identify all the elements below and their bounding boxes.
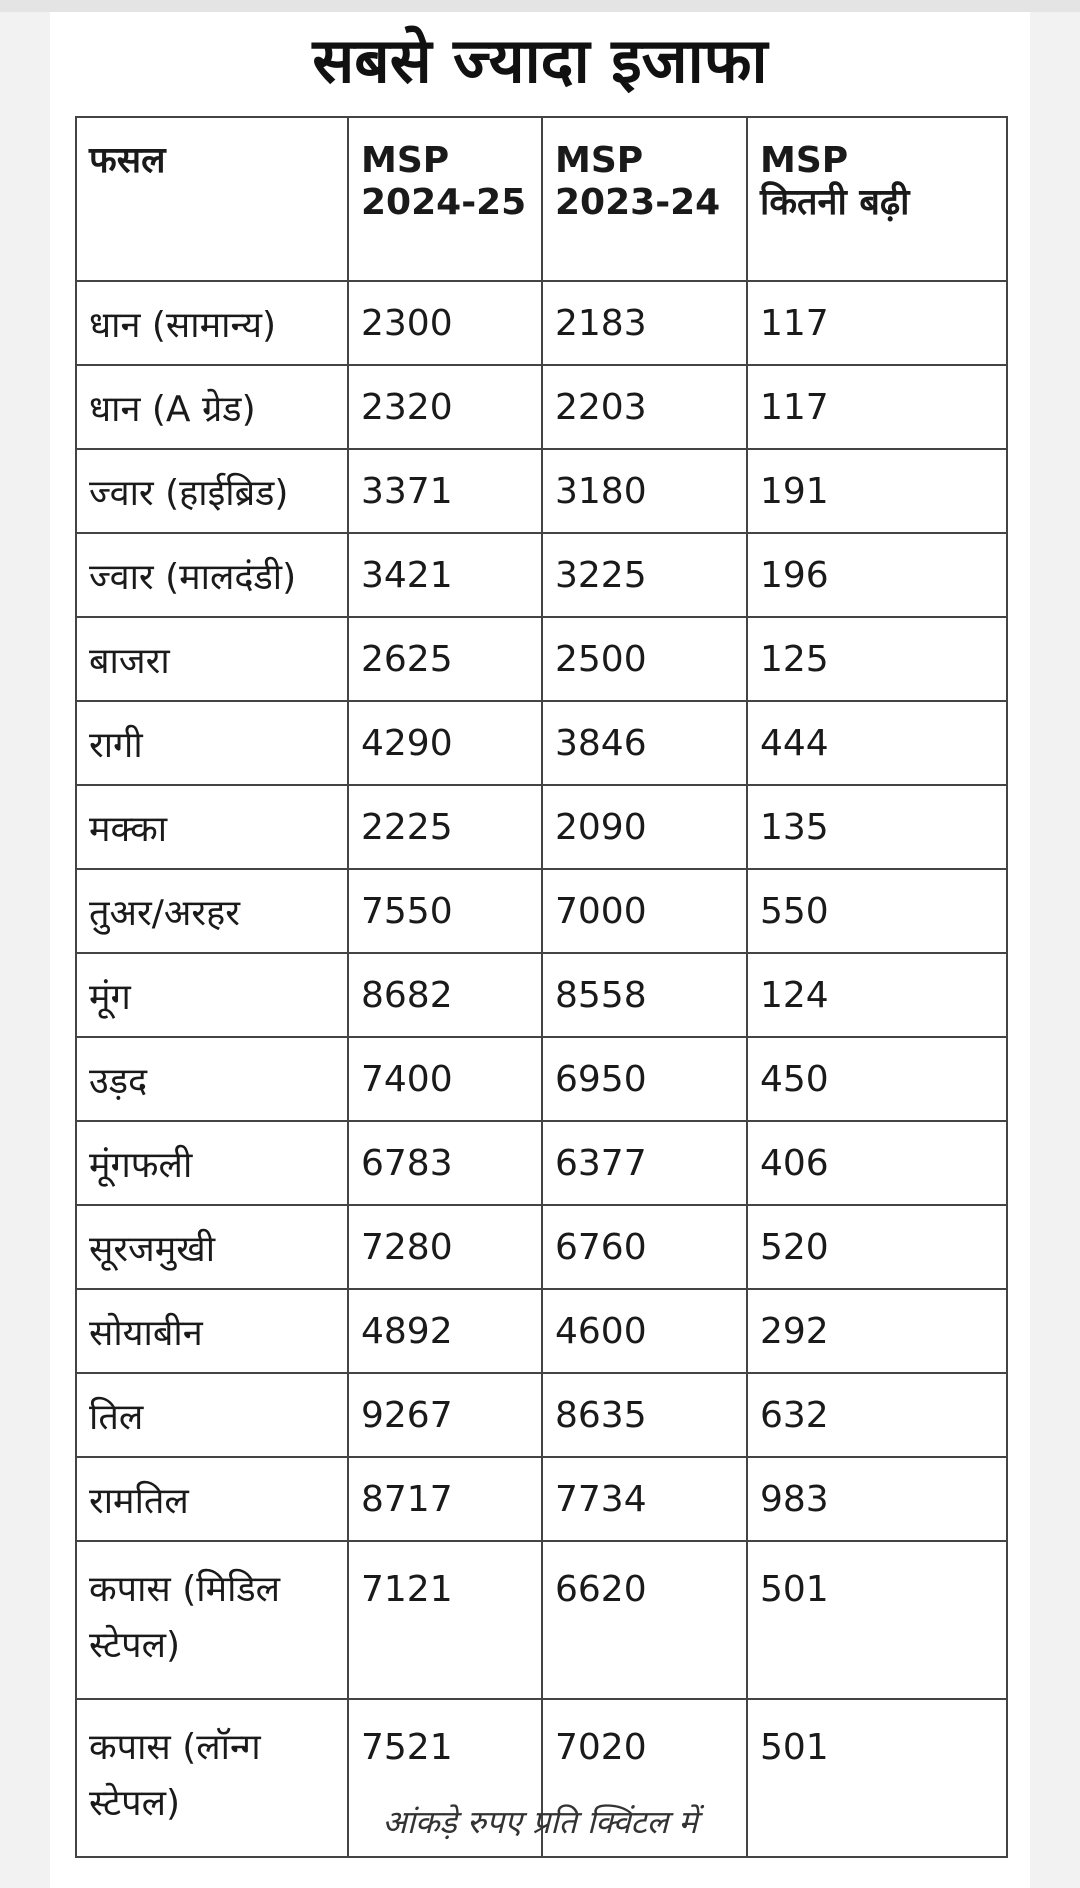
increase-cell: 550 bbox=[747, 869, 1007, 953]
table-row bbox=[76, 533, 1007, 617]
msp-2023-24-cell: 7734 bbox=[542, 1457, 747, 1541]
msp-2023-24-cell: 8558 bbox=[542, 953, 747, 1037]
msp-2024-25-cell: 4290 bbox=[348, 701, 542, 785]
msp-2024-25-cell: 7400 bbox=[348, 1037, 542, 1121]
msp-table bbox=[75, 116, 1008, 1858]
msp-2023-24-cell: 2183 bbox=[542, 281, 747, 365]
increase-cell: 117 bbox=[747, 281, 1007, 365]
msp-2024-25-cell: 3371 bbox=[348, 449, 542, 533]
msp-2023-24-cell: 3846 bbox=[542, 701, 747, 785]
msp-2023-24-cell: 4600 bbox=[542, 1289, 747, 1373]
table-row bbox=[76, 953, 1007, 1037]
msp-2024-25-cell: 2625 bbox=[348, 617, 542, 701]
increase-cell: 406 bbox=[747, 1121, 1007, 1205]
header-crop bbox=[76, 117, 348, 281]
crop-cell: सूरजमुखी bbox=[76, 1205, 348, 1289]
msp-2024-25-cell: 7521 bbox=[348, 1699, 542, 1857]
msp-2023-24-cell: 6620 bbox=[542, 1541, 747, 1699]
increase-cell: 135 bbox=[747, 785, 1007, 869]
crop-cell: मक्का bbox=[76, 785, 348, 869]
msp-2023-24-cell: 2090 bbox=[542, 785, 747, 869]
increase-cell: 292 bbox=[747, 1289, 1007, 1373]
table-row bbox=[76, 785, 1007, 869]
increase-cell: 124 bbox=[747, 953, 1007, 1037]
header-year-label: 2023-24 bbox=[555, 182, 721, 223]
table-row bbox=[76, 1541, 1007, 1699]
crop-cell: ज्वार (हाईब्रिड) bbox=[76, 449, 348, 533]
header-msp-label: MSP bbox=[555, 140, 644, 181]
msp-2024-25-cell: 7121 bbox=[348, 1541, 542, 1699]
table-row bbox=[76, 1121, 1007, 1205]
msp-2024-25-cell: 2300 bbox=[348, 281, 542, 365]
increase-cell: 501 bbox=[747, 1541, 1007, 1699]
msp-2024-25-cell: 2320 bbox=[348, 365, 542, 449]
crop-cell: कपास (मिडिल स्टेपल) bbox=[76, 1541, 348, 1699]
crop-cell: कपास (लॉन्ग स्टेपल) bbox=[76, 1699, 348, 1857]
table-row bbox=[76, 449, 1007, 533]
increase-cell: 520 bbox=[747, 1205, 1007, 1289]
table-row bbox=[76, 281, 1007, 365]
table-row bbox=[76, 1037, 1007, 1121]
header-msp-label: MSP bbox=[760, 140, 849, 181]
crop-cell: रामतिल bbox=[76, 1457, 348, 1541]
footnote: आंकड़े रुपए प्रति क्विंटल में bbox=[382, 1803, 698, 1841]
table-row bbox=[76, 701, 1007, 785]
msp-2024-25-cell: 8717 bbox=[348, 1457, 542, 1541]
msp-2023-24-cell: 2500 bbox=[542, 617, 747, 701]
table-row bbox=[76, 1457, 1007, 1541]
msp-2024-25-cell: 4892 bbox=[348, 1289, 542, 1373]
msp-2024-25-cell: 7550 bbox=[348, 869, 542, 953]
crop-cell: उड़द bbox=[76, 1037, 348, 1121]
header-msp-label: MSP bbox=[361, 140, 450, 181]
msp-2023-24-cell: 7000 bbox=[542, 869, 747, 953]
crop-cell: ज्वार (मालदंडी) bbox=[76, 533, 348, 617]
crop-cell: धान (सामान्य) bbox=[76, 281, 348, 365]
page-title: सबसे ज्यादा इजाफा bbox=[312, 24, 768, 97]
msp-2024-25-cell: 9267 bbox=[348, 1373, 542, 1457]
msp-2024-25-cell: 3421 bbox=[348, 533, 542, 617]
increase-cell: 196 bbox=[747, 533, 1007, 617]
increase-cell: 501 bbox=[747, 1699, 1007, 1857]
increase-cell: 117 bbox=[747, 365, 1007, 449]
table-row bbox=[76, 1289, 1007, 1373]
table-row bbox=[76, 617, 1007, 701]
table-row bbox=[76, 365, 1007, 449]
table-row bbox=[76, 1373, 1007, 1457]
msp-2023-24-cell: 6950 bbox=[542, 1037, 747, 1121]
increase-cell: 632 bbox=[747, 1373, 1007, 1457]
increase-cell: 450 bbox=[747, 1037, 1007, 1121]
msp-2023-24-cell: 6377 bbox=[542, 1121, 747, 1205]
crop-cell: बाजरा bbox=[76, 617, 348, 701]
increase-cell: 125 bbox=[747, 617, 1007, 701]
header-msp-increase bbox=[747, 117, 1007, 281]
crop-cell: मूंग bbox=[76, 953, 348, 1037]
header-increase-label: कितनी बढ़ी bbox=[760, 182, 910, 223]
msp-2024-25-cell: 6783 bbox=[348, 1121, 542, 1205]
msp-2023-24-cell: 3180 bbox=[542, 449, 747, 533]
crop-cell: धान (A ग्रेड) bbox=[76, 365, 348, 449]
top-bar bbox=[0, 0, 1080, 12]
header-year-label: 2024-25 bbox=[361, 182, 527, 223]
increase-cell: 444 bbox=[747, 701, 1007, 785]
msp-2023-24-cell: 6760 bbox=[542, 1205, 747, 1289]
msp-2024-25-cell: 7280 bbox=[348, 1205, 542, 1289]
table-header-row bbox=[76, 117, 1007, 281]
msp-2023-24-cell: 7020 bbox=[542, 1699, 747, 1857]
crop-cell: सोयाबीन bbox=[76, 1289, 348, 1373]
table-row bbox=[76, 869, 1007, 953]
msp-2023-24-cell: 3225 bbox=[542, 533, 747, 617]
header-msp-2024-25 bbox=[348, 117, 542, 281]
increase-cell: 191 bbox=[747, 449, 1007, 533]
increase-cell: 983 bbox=[747, 1457, 1007, 1541]
crop-cell: तुअर/अरहर bbox=[76, 869, 348, 953]
crop-cell: तिल bbox=[76, 1373, 348, 1457]
msp-2023-24-cell: 2203 bbox=[542, 365, 747, 449]
crop-cell: रागी bbox=[76, 701, 348, 785]
header-msp-2023-24 bbox=[542, 117, 747, 281]
msp-2023-24-cell: 8635 bbox=[542, 1373, 747, 1457]
table-row bbox=[76, 1205, 1007, 1289]
header-crop-label: फसल bbox=[89, 140, 166, 181]
msp-2024-25-cell: 2225 bbox=[348, 785, 542, 869]
crop-cell: मूंगफली bbox=[76, 1121, 348, 1205]
msp-2024-25-cell: 8682 bbox=[348, 953, 542, 1037]
